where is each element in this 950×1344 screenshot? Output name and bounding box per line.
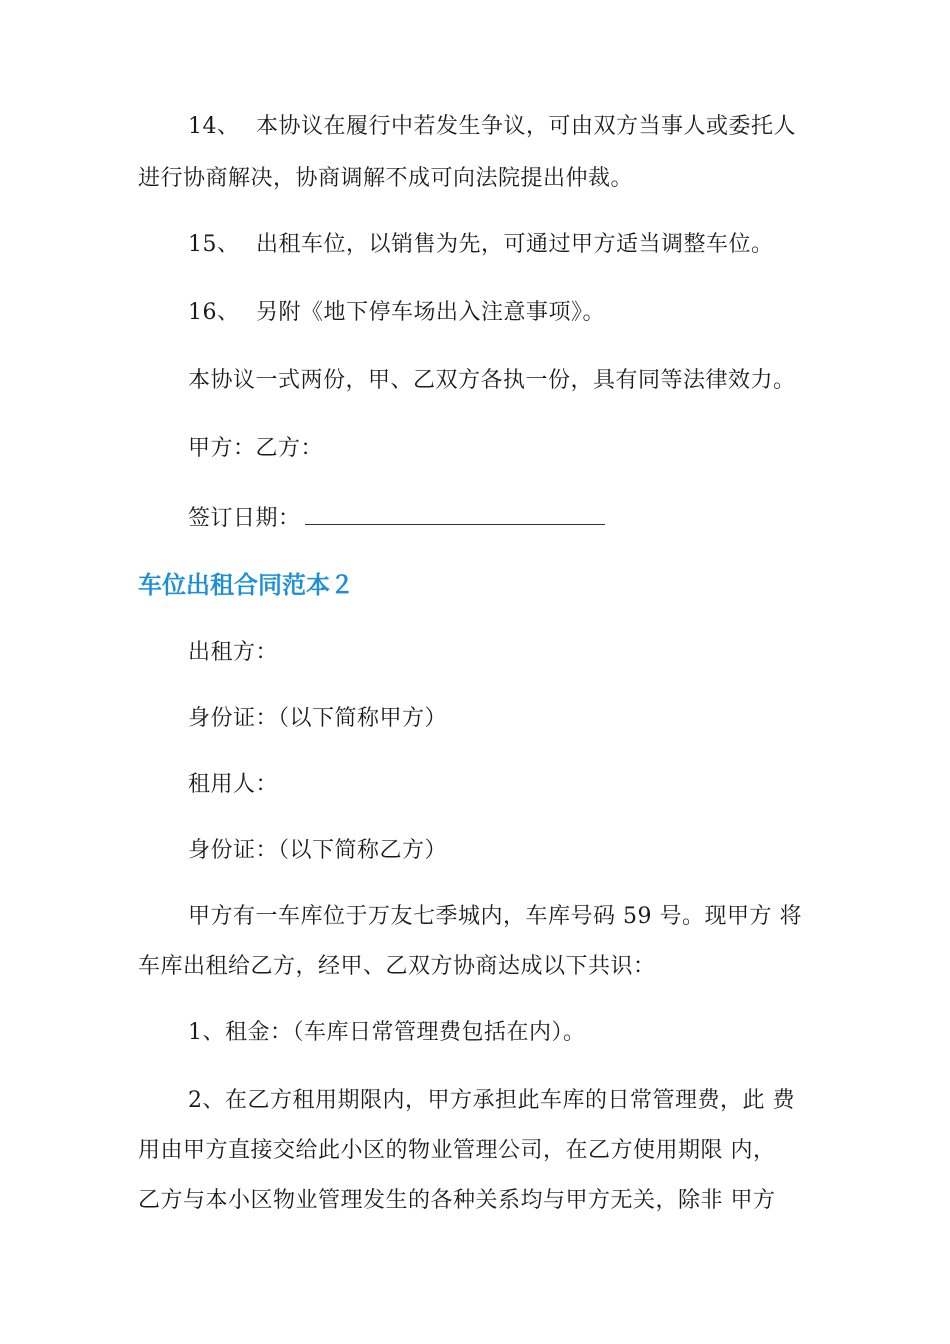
lessee-line: 租用人： bbox=[188, 772, 279, 797]
clause-14-line-1 bbox=[188, 112, 796, 142]
section-title: 车位出租合同范本２ bbox=[138, 571, 354, 599]
clause-text: 出租车位，以销售为先，可通过甲方适当调整车位。 bbox=[256, 232, 774, 257]
clause-15 bbox=[188, 230, 774, 260]
item-1: 1、租金：（车库日常管理费包括在内）。 bbox=[188, 1020, 586, 1045]
sign-date-line bbox=[188, 502, 605, 534]
clause-14-line-2: 进行协商解决，协商调解不成可向法院提出仲裁。 bbox=[138, 166, 634, 191]
lessor-id-line: 身份证：（以下简称甲方） bbox=[188, 706, 448, 731]
sign-date-label: 签订日期： bbox=[188, 506, 301, 531]
item-2-line-3: 乙方与本小区物业管理发生的各种关系均与甲方无关，除非 甲方 bbox=[138, 1188, 776, 1213]
clause-number: 16、 bbox=[188, 300, 240, 325]
item-2-line-1: 2、在乙方租用期限内，甲方承担此车库的日常管理费，此 费 bbox=[188, 1088, 795, 1113]
intro-line-2: 车库出租给乙方，经甲、乙双方协商达成以下共识： bbox=[138, 954, 656, 979]
sign-date-blank bbox=[305, 502, 605, 525]
lessor-line: 出租方： bbox=[188, 640, 279, 665]
parties-line: 甲方：乙方： bbox=[188, 436, 324, 461]
clause-text: 另附《地下停车场出入注意事项》。 bbox=[256, 300, 606, 325]
clause-16 bbox=[188, 298, 605, 328]
item-2-line-2: 用由甲方直接交给此小区的物业管理公司，在乙方使用期限 内， bbox=[138, 1138, 776, 1163]
clause-text: 本协议在履行中若发生争议，可由双方当事人或委托人 bbox=[256, 114, 797, 139]
clause-number: 15、 bbox=[188, 232, 240, 257]
lessee-id-line: 身份证：（以下简称乙方） bbox=[188, 838, 448, 863]
intro-line-1: 甲方有一车库位于万友七季城内，车库号码 59 号。现甲方 将 bbox=[188, 904, 802, 929]
copies-statement: 本协议一式两份，甲、乙双方各执一份，具有同等法律效力。 bbox=[188, 368, 796, 393]
clause-number: 14、 bbox=[188, 114, 240, 139]
